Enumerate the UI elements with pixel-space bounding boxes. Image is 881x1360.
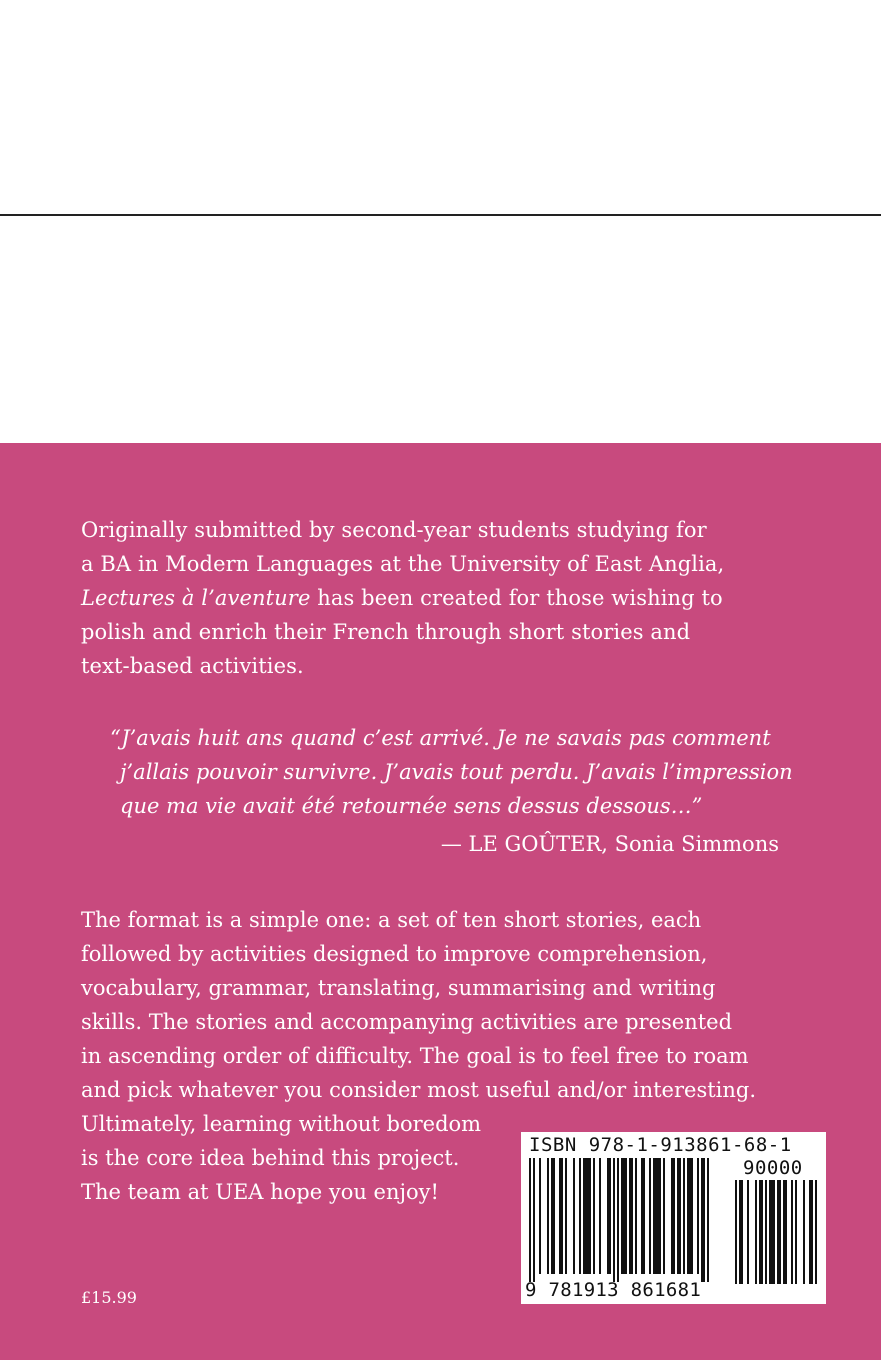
barcode-bar xyxy=(607,1158,611,1274)
barcode-bar xyxy=(599,1158,601,1274)
barcode-bar xyxy=(635,1158,637,1274)
barcode-bar xyxy=(755,1180,757,1284)
price-label: £15.99 xyxy=(81,1288,137,1307)
barcode-bar xyxy=(803,1180,805,1284)
barcode-bar xyxy=(547,1158,549,1274)
top-blank-area xyxy=(0,0,881,443)
barcode-bar xyxy=(529,1158,531,1282)
barcode-bar xyxy=(683,1158,685,1274)
barcode-bar xyxy=(671,1158,675,1274)
barcode-bars-addon xyxy=(735,1180,821,1284)
barcode-bar xyxy=(663,1158,665,1274)
barcode-bar xyxy=(791,1180,793,1284)
ean-digits: 9 781913 861681 xyxy=(525,1279,702,1301)
barcode-addon-number: 90000 xyxy=(743,1157,803,1179)
horizontal-rule xyxy=(0,214,881,216)
blurb-paragraph xyxy=(81,513,781,683)
barcode-bar xyxy=(565,1158,567,1274)
barcode-bar xyxy=(783,1180,787,1284)
barcode-bar xyxy=(533,1158,535,1282)
barcode-bar xyxy=(649,1158,651,1274)
barcode-bar xyxy=(629,1158,633,1274)
barcode-bar xyxy=(617,1158,619,1282)
barcode-bar xyxy=(641,1158,645,1274)
barcode-bar xyxy=(583,1158,591,1274)
barcode-bar xyxy=(747,1180,749,1284)
barcode-bar xyxy=(765,1180,767,1284)
barcode-bar xyxy=(707,1158,709,1282)
barcode-bars-main xyxy=(529,1158,729,1284)
barcode-bar xyxy=(621,1158,627,1274)
barcode-bar xyxy=(573,1158,575,1274)
barcode-bar xyxy=(613,1158,615,1282)
barcode-bar xyxy=(777,1180,781,1284)
barcode-bar xyxy=(539,1158,541,1274)
format-line: skills. The stories and accompanying activities are presented xyxy=(81,1010,733,1034)
format-line: in ascending order of difficulty. The goal is to feel free to roam xyxy=(81,1044,749,1068)
blurb-line-2: a BA in Modern Languages at the University of East Anglia, xyxy=(81,552,725,576)
barcode-bar xyxy=(795,1180,797,1284)
barcode-bar xyxy=(701,1158,705,1282)
quote-line-1: “J’avais huit ans quand c’est arrivé. Je ne savais pas comment xyxy=(110,726,771,750)
format-line: Ultimately, learning without boredom xyxy=(81,1112,482,1136)
blurb-line-5: text-based activities. xyxy=(81,654,304,678)
barcode-bar xyxy=(559,1158,563,1274)
blurb-line-1: Originally submitted by second-year students studying for xyxy=(81,518,707,542)
isbn-barcode xyxy=(521,1132,826,1304)
barcode-bar xyxy=(735,1180,737,1284)
isbn-label: ISBN 978-1-913861-68-1 xyxy=(529,1134,792,1156)
blurb-line-4: polish and enrich their French through short stories and xyxy=(81,620,691,644)
barcode-bar xyxy=(551,1158,555,1274)
format-line: and pick whatever you consider most useful and/or interesting. xyxy=(81,1078,757,1102)
barcode-bar xyxy=(593,1158,595,1274)
barcode-bar xyxy=(677,1158,681,1274)
barcode-bar xyxy=(739,1180,743,1284)
excerpt-quote xyxy=(110,721,800,823)
barcode-bar xyxy=(697,1158,699,1274)
blurb-line-3: has been created for those wishing to xyxy=(310,586,723,610)
quote-line-2: j’allais pouvoir survivre. J’avais tout perdu. J’avais l’impression xyxy=(120,760,793,784)
quote-attribution: — LE GOÛTER, Sonia Simmons xyxy=(440,832,779,856)
format-line: followed by activities designed to improve comprehension, xyxy=(81,942,708,966)
format-line: vocabulary, grammar, translating, summarising and writing xyxy=(81,976,716,1000)
format-line: The team at UEA hope you enjoy! xyxy=(81,1180,439,1204)
format-line: is the core idea behind this project. xyxy=(81,1146,460,1170)
barcode-bar xyxy=(759,1180,763,1284)
book-title-italic: Lectures à l’aventure xyxy=(81,586,311,610)
barcode-bar xyxy=(653,1158,661,1274)
barcode-bar xyxy=(809,1180,813,1284)
barcode-bar xyxy=(769,1180,775,1284)
format-line: The format is a simple one: a set of ten short stories, each xyxy=(81,908,702,932)
quote-line-3: que ma vie avait été retournée sens dessus dessous…” xyxy=(120,794,703,818)
barcode-bar xyxy=(815,1180,817,1284)
back-cover-panel xyxy=(0,443,881,1360)
barcode-bar xyxy=(687,1158,693,1274)
barcode-bar xyxy=(579,1158,581,1274)
